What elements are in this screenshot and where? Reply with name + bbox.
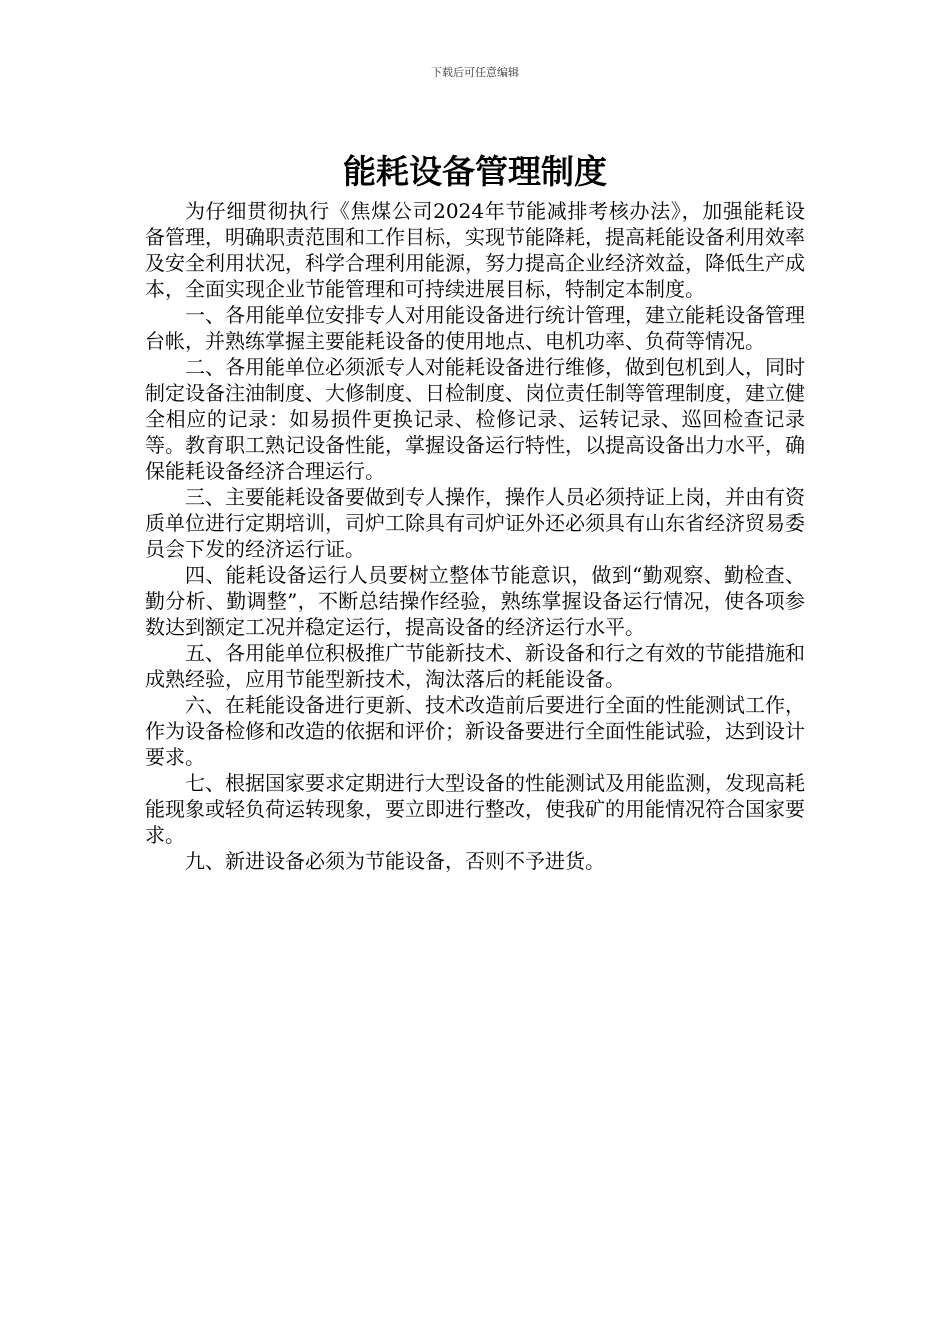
- paragraph-clause-9: 九、新进设备必须为节能设备，否则不予进货。: [185, 849, 605, 873]
- header-note: 下载后可任意编辑: [431, 66, 519, 79]
- paragraph-clause-5: 五、各用能单位积极推广节能新技术、新设备和行之有效的节能措施和成熟经验，应用节能型新技术，淘汰落后的耗能设备。: [145, 641, 805, 691]
- paragraph-clause-6: 六、在耗能设备进行更新、技术改造前后要进行全面的性能测试工作，作为设备检修和改造的依据和评价；新设备要进行全面性能试验，达到设计要求。: [145, 693, 805, 769]
- document-title: 能耗设备管理制度: [343, 152, 607, 191]
- paragraph-clause-1: 一、各用能单位安排专人对用能设备进行统计管理，建立能耗设备管理台帐，并熟练掌握主要能耗设备的使用地点、电机功率、负荷等情况。: [145, 303, 805, 353]
- paragraph-clause-3: 三、主要能耗设备要做到专人操作，操作人员必须持证上岗，并由有资质单位进行定期培训，司炉工除具有司炉证外还必须具有山东省经济贸易委员会下发的经济运行证。: [145, 485, 805, 561]
- paragraph-clause-7: 七、根据国家要求定期进行大型设备的性能测试及用能监测，发现高耗能现象或轻负荷运转现象，要立即进行整改，使我矿的用能情况符合国家要求。: [145, 771, 805, 847]
- document-body: [145, 198, 805, 874]
- paragraph-intro: 为仔细贯彻执行《焦煤公司2024年节能减排考核办法》，加强能耗设备管理，明确职责范围和工作目标，实现节能降耗，提高耗能设备利用效率及安全利用状况，科学合理利用能源，努力提高企业经济效益，降低生产成本，全面实现企业节能管理和可持续进展目标，特制定本制度。: [145, 199, 805, 301]
- paragraph-clause-4: 四、能耗设备运行人员要树立整体节能意识，做到“勤观察、勤检查、勤分析、勤调整”，不断总结操作经验，熟练掌握设备运行情况，使各项参数达到额定工况并稳定运行，提高设备的经济运行水平。: [145, 563, 805, 639]
- paragraph-clause-2: 二、各用能单位必须派专人对能耗设备进行维修，做到包机到人，同时制定设备注油制度、大修制度、日检制度、岗位责任制等管理制度，建立健全相应的记录：如易损件更换记录、检修记录、运转记录、巡回检查记录等。教育职工熟记设备性能，掌握设备运行特性，以提高设备出力水平，确保能耗设备经济合理运行。: [145, 355, 805, 483]
